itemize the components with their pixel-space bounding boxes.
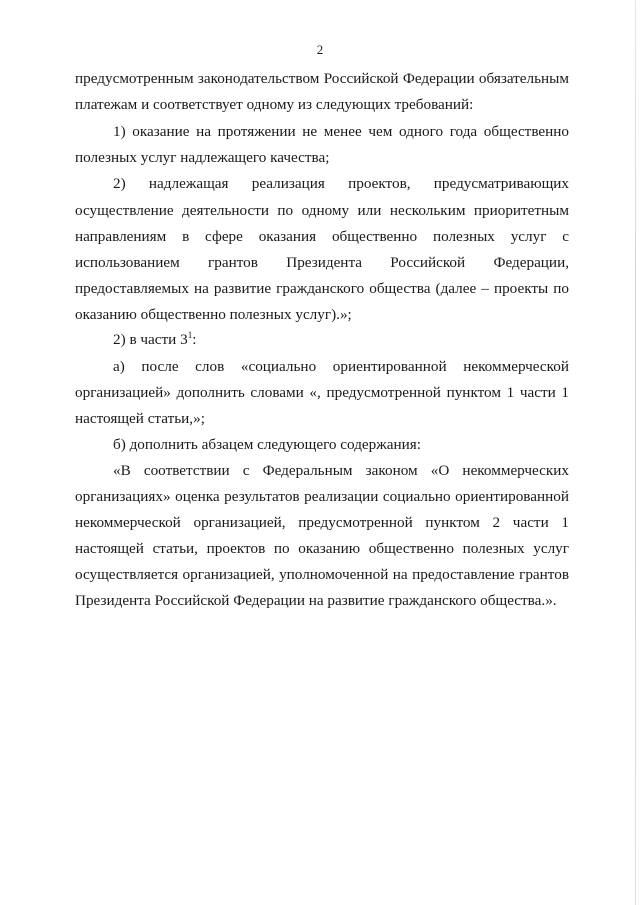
text-line: некоммерческой организацией, предусмотренной пунктом 2 части 1 (75, 514, 569, 531)
page-number: 2 (316, 42, 324, 57)
text-line: «В соответствии с Федеральным законом «О некоммерческих (113, 462, 569, 479)
text-line: предусмотренным законодательством Российской Федерации обязательным (75, 70, 569, 87)
text-line: б) дополнить абзацем следующего содержания: (113, 436, 421, 453)
text-line: настоящей статьи,»; (75, 410, 205, 427)
text-line: 2) надлежащая реализация проектов, предусматривающих (113, 175, 569, 192)
text-line: а) после слов «социально ориентированной некоммерческой (113, 358, 569, 375)
text-line: направлениям в сфере оказания общественно полезных услуг с (75, 228, 569, 245)
text-line: полезных услуг надлежащего качества; (75, 149, 330, 166)
text-line: организациях» оценка результатов реализации социально ориентированной (75, 488, 569, 505)
text-line: использованием грантов Президента Российской Федерации, (75, 254, 569, 271)
text-line: платежам и соответствует одному из следующих требований: (75, 96, 474, 113)
text-line: Президента Российской Федерации на развитие гражданского общества.». (75, 592, 557, 609)
text-line: осуществление деятельности по одному или нескольким приоритетным (75, 202, 569, 219)
part-colon: : (192, 331, 197, 348)
text-line (113, 331, 569, 349)
text-line: осуществляется организацией, уполномоченной на предоставление грантов (75, 566, 569, 583)
part-superscript: 1 (187, 329, 193, 340)
text-line: настоящей статьи, проектов по оказанию общественно полезных услуг (75, 540, 569, 557)
part-label: 2) в части 3 (113, 331, 188, 348)
text-line: организацией» дополнить словами «, предусмотренной пунктом 1 части 1 (75, 384, 569, 401)
text-line: предоставляемых на развитие гражданского общества (далее – проекты по (75, 280, 569, 297)
text-line: 1) оказание на протяжении не менее чем одного года общественно (113, 123, 569, 140)
scan-edge (635, 0, 636, 905)
text-line: оказанию общественно полезных услуг).»; (75, 306, 352, 323)
